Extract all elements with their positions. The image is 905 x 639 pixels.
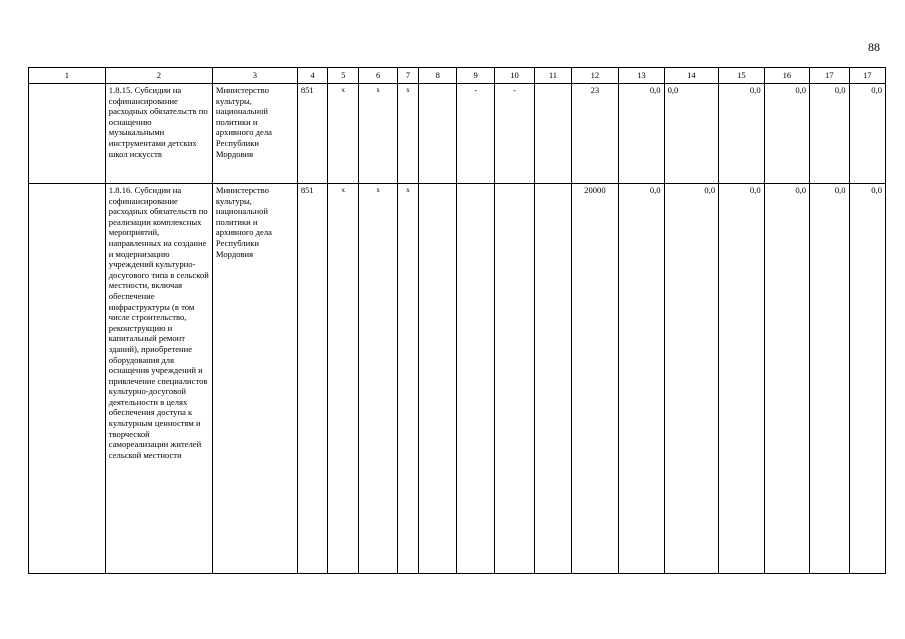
- value-cell: 0,0: [719, 84, 764, 184]
- column-header: 17: [810, 68, 849, 84]
- code-cell: 851: [297, 184, 327, 574]
- table-cell: [29, 84, 106, 184]
- table-cell: x: [359, 84, 397, 184]
- column-header: 11: [535, 68, 571, 84]
- table-cell: [494, 184, 534, 574]
- column-header: 4: [297, 68, 327, 84]
- table-cell: [457, 184, 494, 574]
- code-cell: 851: [297, 84, 327, 184]
- value-cell: 23: [571, 84, 618, 184]
- table-cell: -: [457, 84, 494, 184]
- value-cell: 0,0: [619, 84, 664, 184]
- column-header: 8: [419, 68, 457, 84]
- table-cell: [29, 184, 106, 574]
- value-cell: 0,0: [849, 84, 886, 184]
- budget-table: [28, 67, 886, 574]
- column-header: 17: [849, 68, 886, 84]
- value-cell: 0,0: [719, 184, 764, 574]
- column-header: 1: [29, 68, 106, 84]
- value-cell: 20000: [571, 184, 618, 574]
- executor-cell: Министерство культуры, национальной политики и архивного дела Республики Мордовия: [212, 84, 297, 184]
- column-header: 10: [494, 68, 534, 84]
- column-header: 16: [764, 68, 809, 84]
- value-cell: 0,0: [664, 84, 719, 184]
- table-row: [29, 184, 886, 574]
- value-cell: 0,0: [664, 184, 719, 574]
- measure-name-cell: 1.8.16. Субсидии на софинансирование расходных обязательств по реализации комплексных мероприятий, направленных на создание и модернизацию учреждений культурно-досугового типа в сельской местности, включая обеспечение инфраструктуры (в том числе строительство, реконструкцию и капитальный ремонт зданий), приобретение оборудования для оснащения учреждений и привлечение специалистов культурно-досуговой деятельности в целях обеспечения доступа к культурным ценностям и творческой самореализации жителей сельской местности: [105, 184, 212, 574]
- column-header: 13: [619, 68, 664, 84]
- value-cell: 0,0: [849, 184, 886, 574]
- table-cell: [535, 184, 571, 574]
- table-cell: x: [328, 184, 359, 574]
- column-header: 5: [328, 68, 359, 84]
- table-cell: x: [328, 84, 359, 184]
- column-header: 7: [397, 68, 418, 84]
- value-cell: 0,0: [810, 184, 849, 574]
- value-cell: 0,0: [764, 84, 809, 184]
- value-cell: 0,0: [764, 184, 809, 574]
- column-header: 2: [105, 68, 212, 84]
- header-row: [29, 68, 886, 84]
- executor-cell: Министерство культуры, национальной политики и архивного дела Республики Мордовия: [212, 184, 297, 574]
- column-header: 12: [571, 68, 618, 84]
- table-cell: x: [359, 184, 397, 574]
- column-header: 6: [359, 68, 397, 84]
- table-cell: [419, 84, 457, 184]
- value-cell: 0,0: [810, 84, 849, 184]
- column-header: 9: [457, 68, 494, 84]
- page-number: 88: [868, 40, 880, 54]
- table-cell: -: [494, 84, 534, 184]
- value-cell: 0,0: [619, 184, 664, 574]
- column-header: 14: [664, 68, 719, 84]
- table-cell: x: [397, 184, 418, 574]
- measure-name-cell: 1.8.15. Субсидии на софинансирование расходных обязательств по оснащению музыкальными инструментами детских школ искусств: [105, 84, 212, 184]
- table-cell: [535, 84, 571, 184]
- column-header: 3: [212, 68, 297, 84]
- table-cell: [419, 184, 457, 574]
- column-header: 15: [719, 68, 764, 84]
- table-cell: x: [397, 84, 418, 184]
- table-row: [29, 84, 886, 184]
